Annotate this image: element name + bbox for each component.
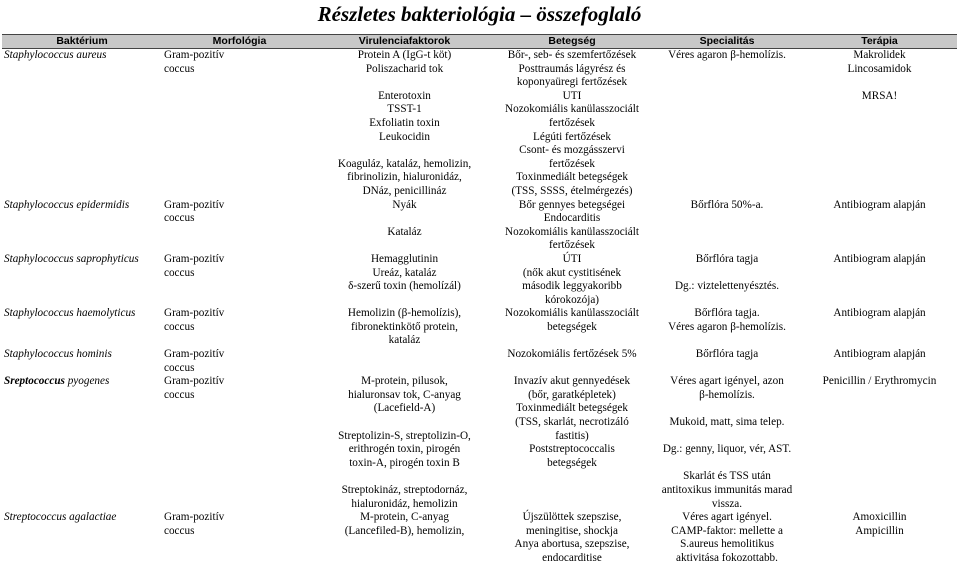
disease-cell: Nozokomiális fertőzések 5% xyxy=(507,348,637,361)
header-disease: Betegség xyxy=(492,35,652,49)
bacteriology-table xyxy=(2,34,957,566)
disease-cell: Bőr-, seb- és szemfertőzések Posttraumás lágyrész és koponyaüregi fertőzések UTI Nozokomiális kanülasszociált fertőzések Légúti fertőzések Csont- és mozgásszervi fertőzések Toxinmediált betegségek (TSS, SSSS, ételmérgezés) xyxy=(505,49,639,197)
morphology-cell: Gram-pozitív coccus xyxy=(164,511,225,537)
therapy-cell: Antibiogram alapján xyxy=(833,252,926,265)
table-row xyxy=(2,49,957,199)
therapy-cell: Penicillin / Erythromycin xyxy=(822,375,937,388)
page-title: Részletes bakteriológia – összefoglaló xyxy=(317,2,642,26)
therapy-cell: Makrolidek Lincosamidok MRSA! xyxy=(847,49,912,102)
therapy-cell: Antibiogram alapján xyxy=(833,307,926,320)
morphology-cell: Gram-pozitív coccus xyxy=(164,49,225,75)
header-specialty: Specialitás xyxy=(652,35,802,49)
table-row xyxy=(2,253,957,307)
bacterium-name xyxy=(2,375,162,511)
bacterium-species: pyogenes xyxy=(64,375,110,388)
table-row xyxy=(2,307,957,348)
morphology-cell: Gram-pozitív coccus xyxy=(164,348,225,374)
bacterium-name: Staphylococcus epidermidis xyxy=(4,198,130,211)
bacterium-name: Staphylococcus aureus xyxy=(4,49,107,61)
virulence-cell: M-protein, C-anyag (Lancefiled-B), hemolizin, xyxy=(344,511,465,537)
morphology-cell: Gram-pozitív coccus xyxy=(164,307,225,333)
virulence-cell: Hemolizin (β-hemolízis), fibronektinkötő protein, kataláz xyxy=(347,307,462,347)
header-virulence: Virulenciafaktorok xyxy=(317,35,492,49)
therapy-cell: Antibiogram alapján xyxy=(833,198,926,211)
table-row xyxy=(2,511,957,565)
virulence-cell: Protein A (IgG-t köt) Poliszacharid tok Enterotoxin TSST-1 Exfoliatin toxin Leukocidin Koaguláz, kataláz, hemolizin, fibrinolizin, hialuronidáz, DNáz, penicillináz xyxy=(337,49,472,197)
morphology-cell: Gram-pozitív coccus xyxy=(164,198,225,225)
specialty-cell: Bőrflóra 50%-a. xyxy=(690,198,764,211)
specialty-cell: Bőrflóra tagja Dg.: viztelettenyésztés. xyxy=(674,252,780,293)
disease-cell: Invazív akut gennyedések (bőr, garatképletek) Toxinmediált betegségek (TSS, skarlát, necrotizáló fastitis) Poststreptococcalis betegségek xyxy=(513,375,631,469)
disease-cell: Nozokomiális kanülasszociált betegségek xyxy=(505,307,639,333)
disease-cell: ÚTI (nők akut cystitisének második leggyakoribb kórokozója) xyxy=(522,252,622,306)
disease-cell: Újszülöttek szepszise, meningitise, shockja Anya abortusa, szepszise, endocarditise xyxy=(514,511,630,564)
specialty-cell: Véres agaron β-hemolízis. xyxy=(668,49,786,61)
bacterium-name: Staphylococcus saprophyticus xyxy=(4,252,139,265)
table-row xyxy=(2,375,957,511)
header-bacterium: Baktérium xyxy=(2,35,162,49)
bacterium-name: Staphylococcus haemolyticus xyxy=(4,307,136,320)
specialty-cell: Véres agart igényel, azon β-hemolízis. Mukoid, matt, sima telep. Dg.: genny, liquor, vér, AST. Skarlát és TSS után antitoxikus immunitás marad vissza. xyxy=(661,375,793,510)
virulence-cell: M-protein, pilusok, hialuronsav tok, C-anyag (Lacefield-A) Streptolizin-S, streptolizin-O, erithrogén toxin, pirogén toxin-A, pirogén toxin B Streptokináz, streptodornáz, hialuronidáz, hemolizin xyxy=(338,375,471,510)
header-therapy: Terápia xyxy=(802,35,957,49)
specialty-cell: Bőrflóra tagja xyxy=(695,348,759,361)
therapy-cell: Antibiogram alapján xyxy=(833,348,926,361)
morphology-cell: Gram-pozitív coccus xyxy=(164,375,225,401)
virulence-cell xyxy=(317,348,492,375)
specialty-cell: Véres agart igényel. CAMP-faktor: mellette a S.aureus hemolitikus aktivitása fokozottabb. xyxy=(671,511,783,564)
bacterium-name: Streptococcus agalactiae xyxy=(4,511,117,524)
specialty-cell: Bőrflóra tagja. Véres agaron β-hemolízis. xyxy=(668,307,786,333)
morphology-cell: Gram-pozitív coccus xyxy=(164,252,225,279)
bacterium-genus: Sreptococcus xyxy=(4,375,65,388)
virulence-cell: Nyák Kataláz xyxy=(387,198,422,238)
disease-cell: Bőr gennyes betegségei Endocarditis Nozokomiális kanülasszociált fertőzések xyxy=(505,198,639,252)
bacterium-name: Staphylococcus hominis xyxy=(4,348,112,361)
table-row xyxy=(2,199,957,253)
header-morphology: Morfológia xyxy=(162,35,317,49)
virulence-cell: Hemagglutinin Ureáz, kataláz δ-szerű toxin (hemolízál) xyxy=(348,252,461,293)
header-row xyxy=(2,35,957,49)
table-row xyxy=(2,348,957,375)
therapy-cell: Amoxicillin Ampicillin xyxy=(852,511,907,537)
